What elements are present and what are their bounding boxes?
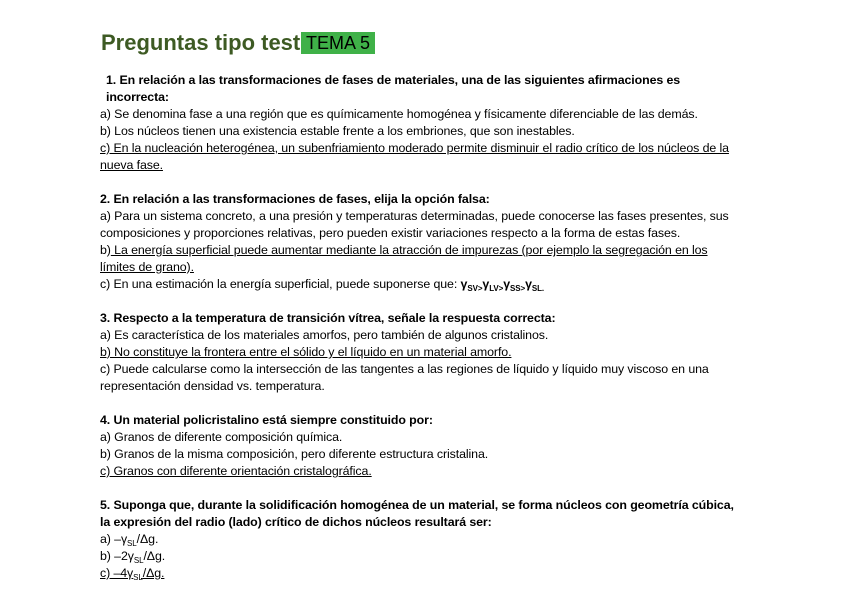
question-list xyxy=(100,72,745,599)
question-text: 2. En relación a las transformaciones de fases, elija la opción falsa: xyxy=(100,192,490,206)
gamma-sl: $\gamma_{SL.}$ xyxy=(525,277,545,293)
option-a: a) Granos de diferente composición química. xyxy=(100,430,343,444)
option-c-answer: c) En la nucleación heterogénea, un subenfriamiento moderado permite disminuir el radio crítico de los núcleos de la nueva fase. xyxy=(100,141,729,172)
option-a: a) Para un sistema concreto, a una presión y temperaturas determinadas, puede conocerse las fases presentes, sus composiciones y proporciones relativas, pero pueden existir variaciones respecto a la forma de estas fases. xyxy=(100,209,729,240)
option-b-text: La energía superficial puede aumentar mediante la atracción de impurezas (por ejemplo la segregación en los límites de grano). xyxy=(100,243,708,274)
page-title: Preguntas tipo test xyxy=(101,30,301,55)
option-b: b) Granos de la misma composición, pero diferente estructura cristalina. xyxy=(100,447,489,461)
option-b: b) Los núcleos tienen una existencia estable frente a los embriones, que son inestables. xyxy=(100,124,575,138)
option-c-prefix: c) En una estimación la energía superficial, puede suponerse que: xyxy=(100,277,461,291)
gamma-lv: $\gamma_{LV>}$ xyxy=(482,277,504,293)
option-b-prefix: b) xyxy=(100,243,111,257)
question-5 xyxy=(100,497,745,582)
option-a: a) Se denomina fase a una región que es químicamente homogénea y físicamente diferenciable de las demás. xyxy=(100,107,698,121)
option-c-answer: c) Granos con diferente orientación cristalográfica. xyxy=(100,464,372,478)
question-4 xyxy=(100,412,745,480)
gamma-sv: $\gamma_{SV>}$ xyxy=(460,277,483,293)
topic-badge: TEMA 5 xyxy=(301,32,375,54)
option-b-answer xyxy=(100,242,745,276)
option-c-answer: c) $-4\gamma_{SL}/\Delta g$. xyxy=(100,566,165,582)
question-2 xyxy=(100,191,745,293)
option-c: c) Puede calcularse como la intersección de las tangentes a las regiones de líquido y líquido muy viscoso en una representación densidad vs. temperatura. xyxy=(100,362,709,393)
question-1 xyxy=(100,72,745,174)
question-3 xyxy=(100,310,745,395)
question-text: 1. En relación a las transformaciones de fases de materiales, una de las siguientes afirmaciones es incorrecta: xyxy=(106,73,681,104)
question-text: 3. Respecto a la temperatura de transición vítrea, señale la respuesta correcta: xyxy=(100,311,556,325)
option-c xyxy=(100,276,745,293)
option-b-answer: b) No constituye la frontera entre el sólido y el líquido en un material amorfo. xyxy=(100,345,512,359)
option-a: a) Es característica de los materiales amorfos, pero también de algunos cristalinos. xyxy=(100,328,549,342)
option-b: b) $-2\gamma_{SL}/\Delta g$. xyxy=(100,549,166,565)
gamma-ss: $\gamma_{SS>}$ xyxy=(503,277,526,293)
option-a: a) $-\gamma_{SL}/\Delta g$. xyxy=(100,532,159,548)
question-text: 4. Un material policristalino está siempre constituido por: xyxy=(100,413,433,427)
question-text: 5. Suponga que, durante la solidificación homogénea de un material, se forma núcleos con geometría cúbica, la expresión del radio (lado) crítico de dichos núcleos resultará ser: xyxy=(100,498,734,529)
